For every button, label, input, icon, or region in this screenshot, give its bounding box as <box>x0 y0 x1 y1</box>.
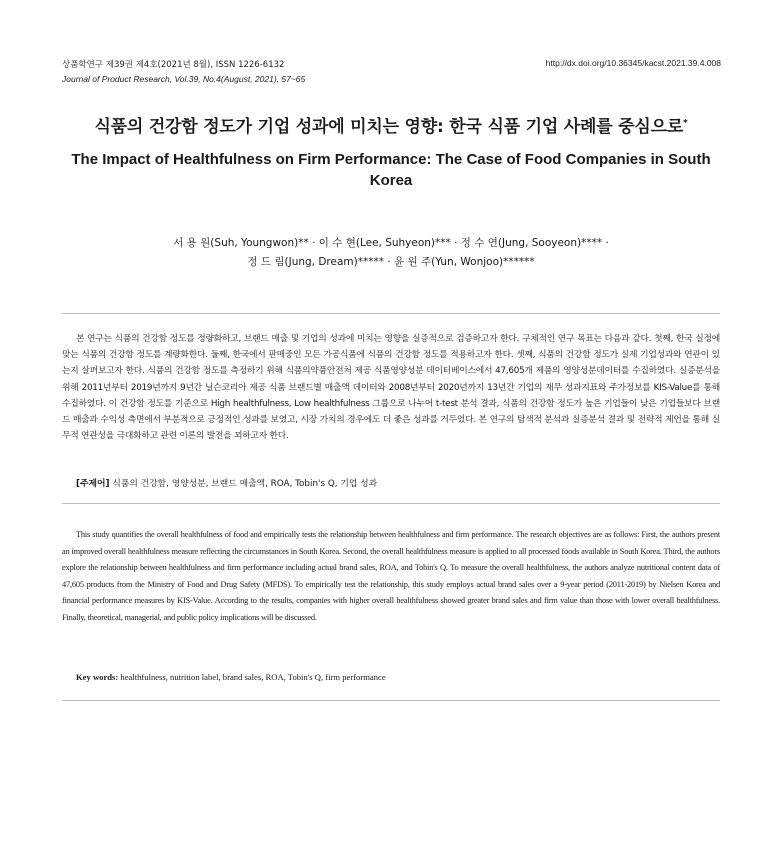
author-line-1: 서 용 원(Suh, Youngwon)** · 이 수 현(Lee, Suhyeon)*** · 정 수 연(Jung, Sooyeon)**** · <box>173 237 609 249</box>
author-line-2: 정 드 림(Jung, Dream)***** · 윤 원 주(Yun, Wonjoo)****** <box>247 256 535 268</box>
keywords-english <box>76 672 386 682</box>
divider-bottom <box>62 700 720 701</box>
doi-link[interactable]: http://dx.doi.org/10.36345/kacst.2021.39.4.008 <box>545 58 721 68</box>
keywords-korean-label: [주제어] <box>76 479 110 489</box>
author-list <box>60 234 722 272</box>
title-korean <box>40 112 742 137</box>
keywords-english-label: Key words: <box>76 672 119 682</box>
divider-middle <box>62 503 720 504</box>
keywords-english-text: healthfulness, nutrition label, brand sales, ROA, Tobin's Q, firm performance <box>120 672 386 682</box>
journal-citation-ko: 상품학연구 제39권 제4호(2021년 8월), ISSN 1226-6132 <box>62 60 285 70</box>
journal-citation <box>62 58 305 86</box>
keywords-korean-text: 식품의 건강함, 영양성분, 브랜드 매출액, ROA, Tobin's Q, 기업 성과 <box>112 479 378 489</box>
journal-citation-en: Journal of Product Research, Vol.39, No.4(August, 2021), 57~65 <box>62 74 306 84</box>
divider-top <box>62 313 720 314</box>
title-english: The Impact of Healthfulness on Firm Performance: The Case of Food Companies in South Korea <box>71 151 711 189</box>
title-korean-text: 식품의 건강함 정도가 기업 성과에 미치는 영향: 한국 식품 기업 사례를 중심으로 <box>94 117 684 137</box>
keywords-korean <box>76 476 377 489</box>
title-footnote-mark: * <box>683 118 688 129</box>
abstract-english: This study quantifies the overall healthfulness of food and empirically tests the relationship between healthfulness and firm performance. The research objectives are as follows: First, the authors present an improved overall healthfulness measure reflecting the circumstances in South Korea. Second, the overall healthfulness measure is applied to all processed foods available in South Korea. Third, the authors explore the relationship between healthfulness and firm performance including actual brand sales, ROA, and Tobin's Q. To measure the overall healthfulness, the authors analyze nutritional content data of 47,605 products from the Ministry of Food and Drug Safety (MFDS). To empirically test the relationship, this study employs actual brand sales over a 9-year period (2011-2019) by Nielsen Korea and financial performance measures by KIS-Value. According to the results, companies with higher overall healthfulness showed greater brand sales and firm value than those with lower overall healthfulness. Finally, theoretical, managerial, and public policy implications will be discussed. <box>62 530 720 622</box>
abstract-korean: 본 연구는 식품의 건강함 정도를 정량화하고, 브랜드 매출 및 기업의 성과에 미치는 영향을 실증적으로 검증하고자 한다. 구체적인 연구 목표는 다음과 같다. 첫째, 한국 실정에 맞는 식품의 건강함 정도를 계량화한다. 둘째, 한국에서 판매중인 모든 가공식품에 식품의 건강함 정도를 적용하고자 한다. 셋째, 식품의 건강함 정도가 실제 기업성과와 연관이 있는지 살펴보고자 한다. 식품의 건강함 정도를 측정하기 위해 식품의약품안전처 제공 식품영양성분 데이터베이스에서 47,605개 제품의 영양성분데이터를 수집하였다. 실증분석을 위해 2011년부터 2019년까지 9년간 닐슨코리아 제공 식품 브랜드별 매출액 데이터와 2008년부터 2020년까지 13년간 기업의 재무 성과지표와 주가정보를 KIS-Value를 통해 수집하였다. 이 건강함 정도를 기준으로 High healthfulness, Low healthfulness 그룹으로 나누어 t-test 분석 결과, 식품의 건강함 정도가 높은 기업들이 낮은 기업들보다 브랜드 매출과 수익성 측면에서 부분적으로 긍정적인 성과를 보였고, 시장 가치의 경우에도 더 좋은 성과를 거두었다. 본 연구의 탐색적 분석과 실증분석 결과 및 전략적 제언을 통해 실무적 연관성을 극대화하고 관련 이론의 발전을 꾀하고자 한다. <box>62 334 720 442</box>
